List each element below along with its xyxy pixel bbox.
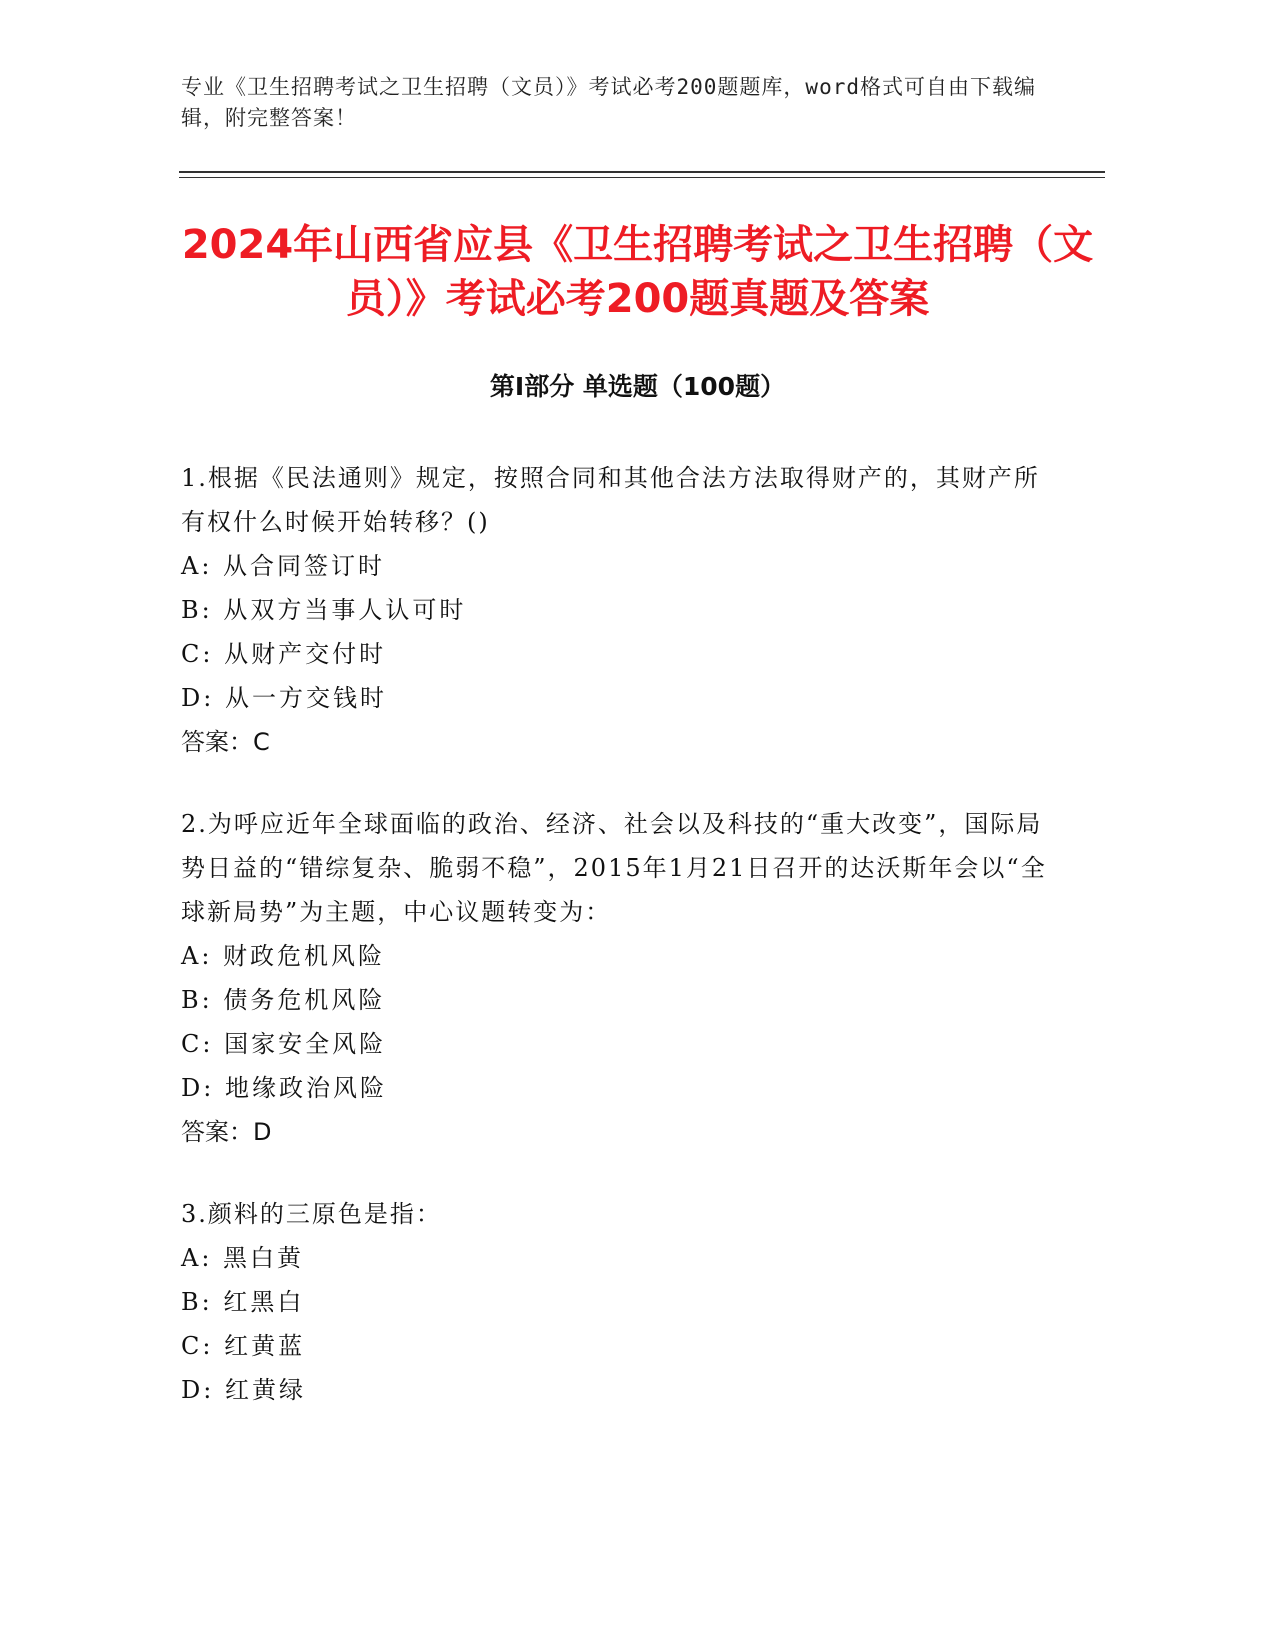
option-b: B: 从双方当事人认可时 [181,596,467,624]
option-a: A: 财政危机风险 [181,942,386,970]
option-d: D: 地缘政治风险 [181,1074,387,1102]
question-stem: 1.根据《民法通则》规定，按照合同和其他合法方法取得财产的，其财产所有权什么时候开始转移？() [181,464,1040,536]
option-d: D: 红黄绿 [181,1376,306,1404]
option-b: B: 债务危机风险 [181,986,386,1014]
document-title: 2024年山西省应县《卫生招聘考试之卫生招聘（文员）》考试必考200题真题及答案 [181,222,1094,322]
option-a: A: 黑白黄 [181,1244,305,1272]
question-1 [181,456,1051,764]
option-c: C: 红黄蓝 [181,1332,306,1360]
question-2 [181,802,1051,1154]
option-c: C: 从财产交付时 [181,640,387,668]
header-divider-thick [179,171,1105,173]
header-divider-thin [179,177,1105,178]
header-note: 专业《卫生招聘考试之卫生招聘（文员）》考试必考200题题库，word格式可自由下载编辑，附完整答案！ [181,75,1036,130]
option-a: A: 从合同签订时 [181,552,386,580]
question-3 [181,1192,1051,1412]
answer: 答案：D [181,1118,272,1146]
question-list [181,456,1051,1450]
question-stem: 2.为呼应近年全球面临的政治、经济、社会以及科技的“重大改变”，国际局势日益的“错综复杂、脆弱不稳”，2015年1月21日召开的达沃斯年会以“全球新局势”为主题，中心议题转变为： [181,810,1047,926]
option-d: D: 从一方交钱时 [181,684,387,712]
answer: 答案：C [181,728,270,756]
option-c: C: 国家安全风险 [181,1030,387,1058]
option-b: B: 红黑白 [181,1288,305,1316]
section-heading: 第Ⅰ部分 单选题（100题） [489,372,786,401]
question-stem: 3.颜料的三原色是指： [181,1200,442,1228]
